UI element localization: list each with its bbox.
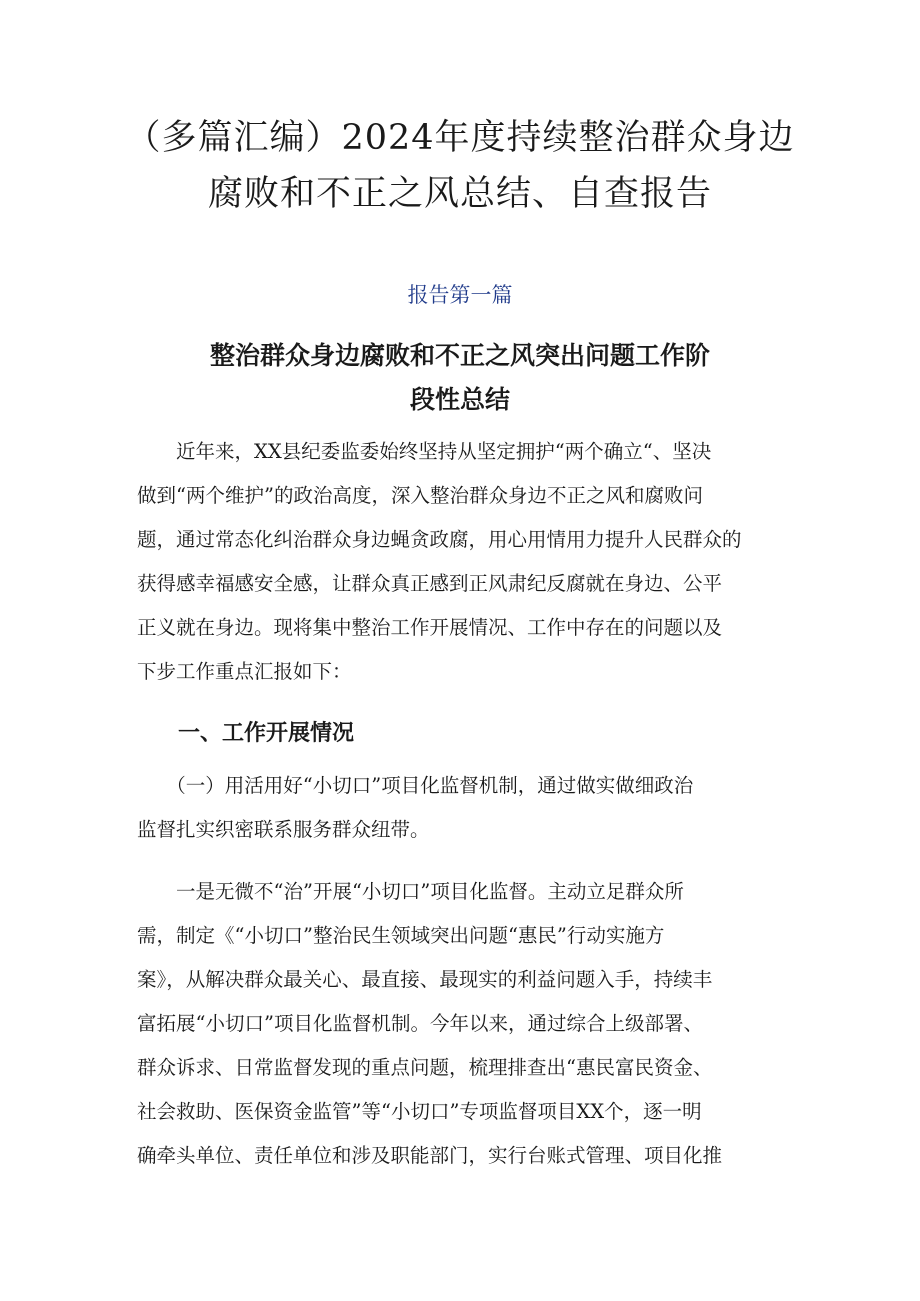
paragraph-line: 监督扎实织密联系服务群众纽带。 <box>137 818 430 841</box>
paragraph-line: 群众诉求、日常监督发现的重点问题，梳理排查出“惠民富民资金、 <box>137 1056 713 1079</box>
paragraph-line: 下步工作重点汇报如下： <box>137 660 352 683</box>
section-title-line: 段性总结 <box>409 385 510 414</box>
document-title-line: 腐败和不正之风总结、自查报告 <box>207 174 712 214</box>
paragraph-line: 题，通过常态化纠治群众身边蝇贪政腐，用心用情用力提升人民群众的 <box>137 528 742 551</box>
paragraph-line: 社会救助、医保资金监管”等“小切口”专项监督项目XX个，逐一明 <box>137 1100 702 1123</box>
paragraph-line: 近年来，XX县纪委监委始终坚持从坚定拥护“两个确立“、坚决 <box>137 440 712 463</box>
section-title-line: 整治群众身边腐败和不正之风突出问题工作阶 <box>209 341 710 370</box>
section-title <box>120 334 800 422</box>
document-title-line: （多篇汇编）2024年度持续整治群众身边 <box>125 118 795 158</box>
paragraph-line: 获得感幸福感安全感，让群众真正感到正风肃纪反腐就在身边、公平 <box>137 572 723 595</box>
document-title <box>100 110 820 222</box>
paragraph-line: 一是无微不“治”开展“小切口”项目化监督。主动立足群众所 <box>137 880 684 903</box>
paragraph-line: 确牵头单位、责任单位和涉及职能部门，实行台账式管理、项目化推 <box>137 1144 723 1167</box>
part-label: 报告第一篇 <box>407 283 513 307</box>
subsection-1-paragraph <box>137 764 797 852</box>
paragraph-line: 案》，从解决群众最关心、最直接、最现实的利益问题入手，持续丰 <box>137 968 713 991</box>
paragraph-line: 正义就在身边。现将集中整治工作开展情况、工作中存在的问题以及 <box>137 616 723 639</box>
intro-paragraph <box>137 430 797 694</box>
paragraph-line: 需，制定《“小切口”整治民生领域突出问题“惠民”行动实施方 <box>137 924 665 947</box>
paragraph-one <box>137 870 797 1178</box>
heading-work-progress: 一、工作开展情况 <box>178 721 355 746</box>
paragraph-line: （一）用活用好“小切口”项目化监督机制，通过做实做细政治 <box>137 774 694 797</box>
paragraph-line: 做到“两个维护”的政治高度，深入整治群众身边不正之风和腐败问 <box>137 484 703 507</box>
paragraph-line: 富拓展“小切口”项目化监督机制。今年以来，通过综合上级部署、 <box>137 1012 703 1035</box>
